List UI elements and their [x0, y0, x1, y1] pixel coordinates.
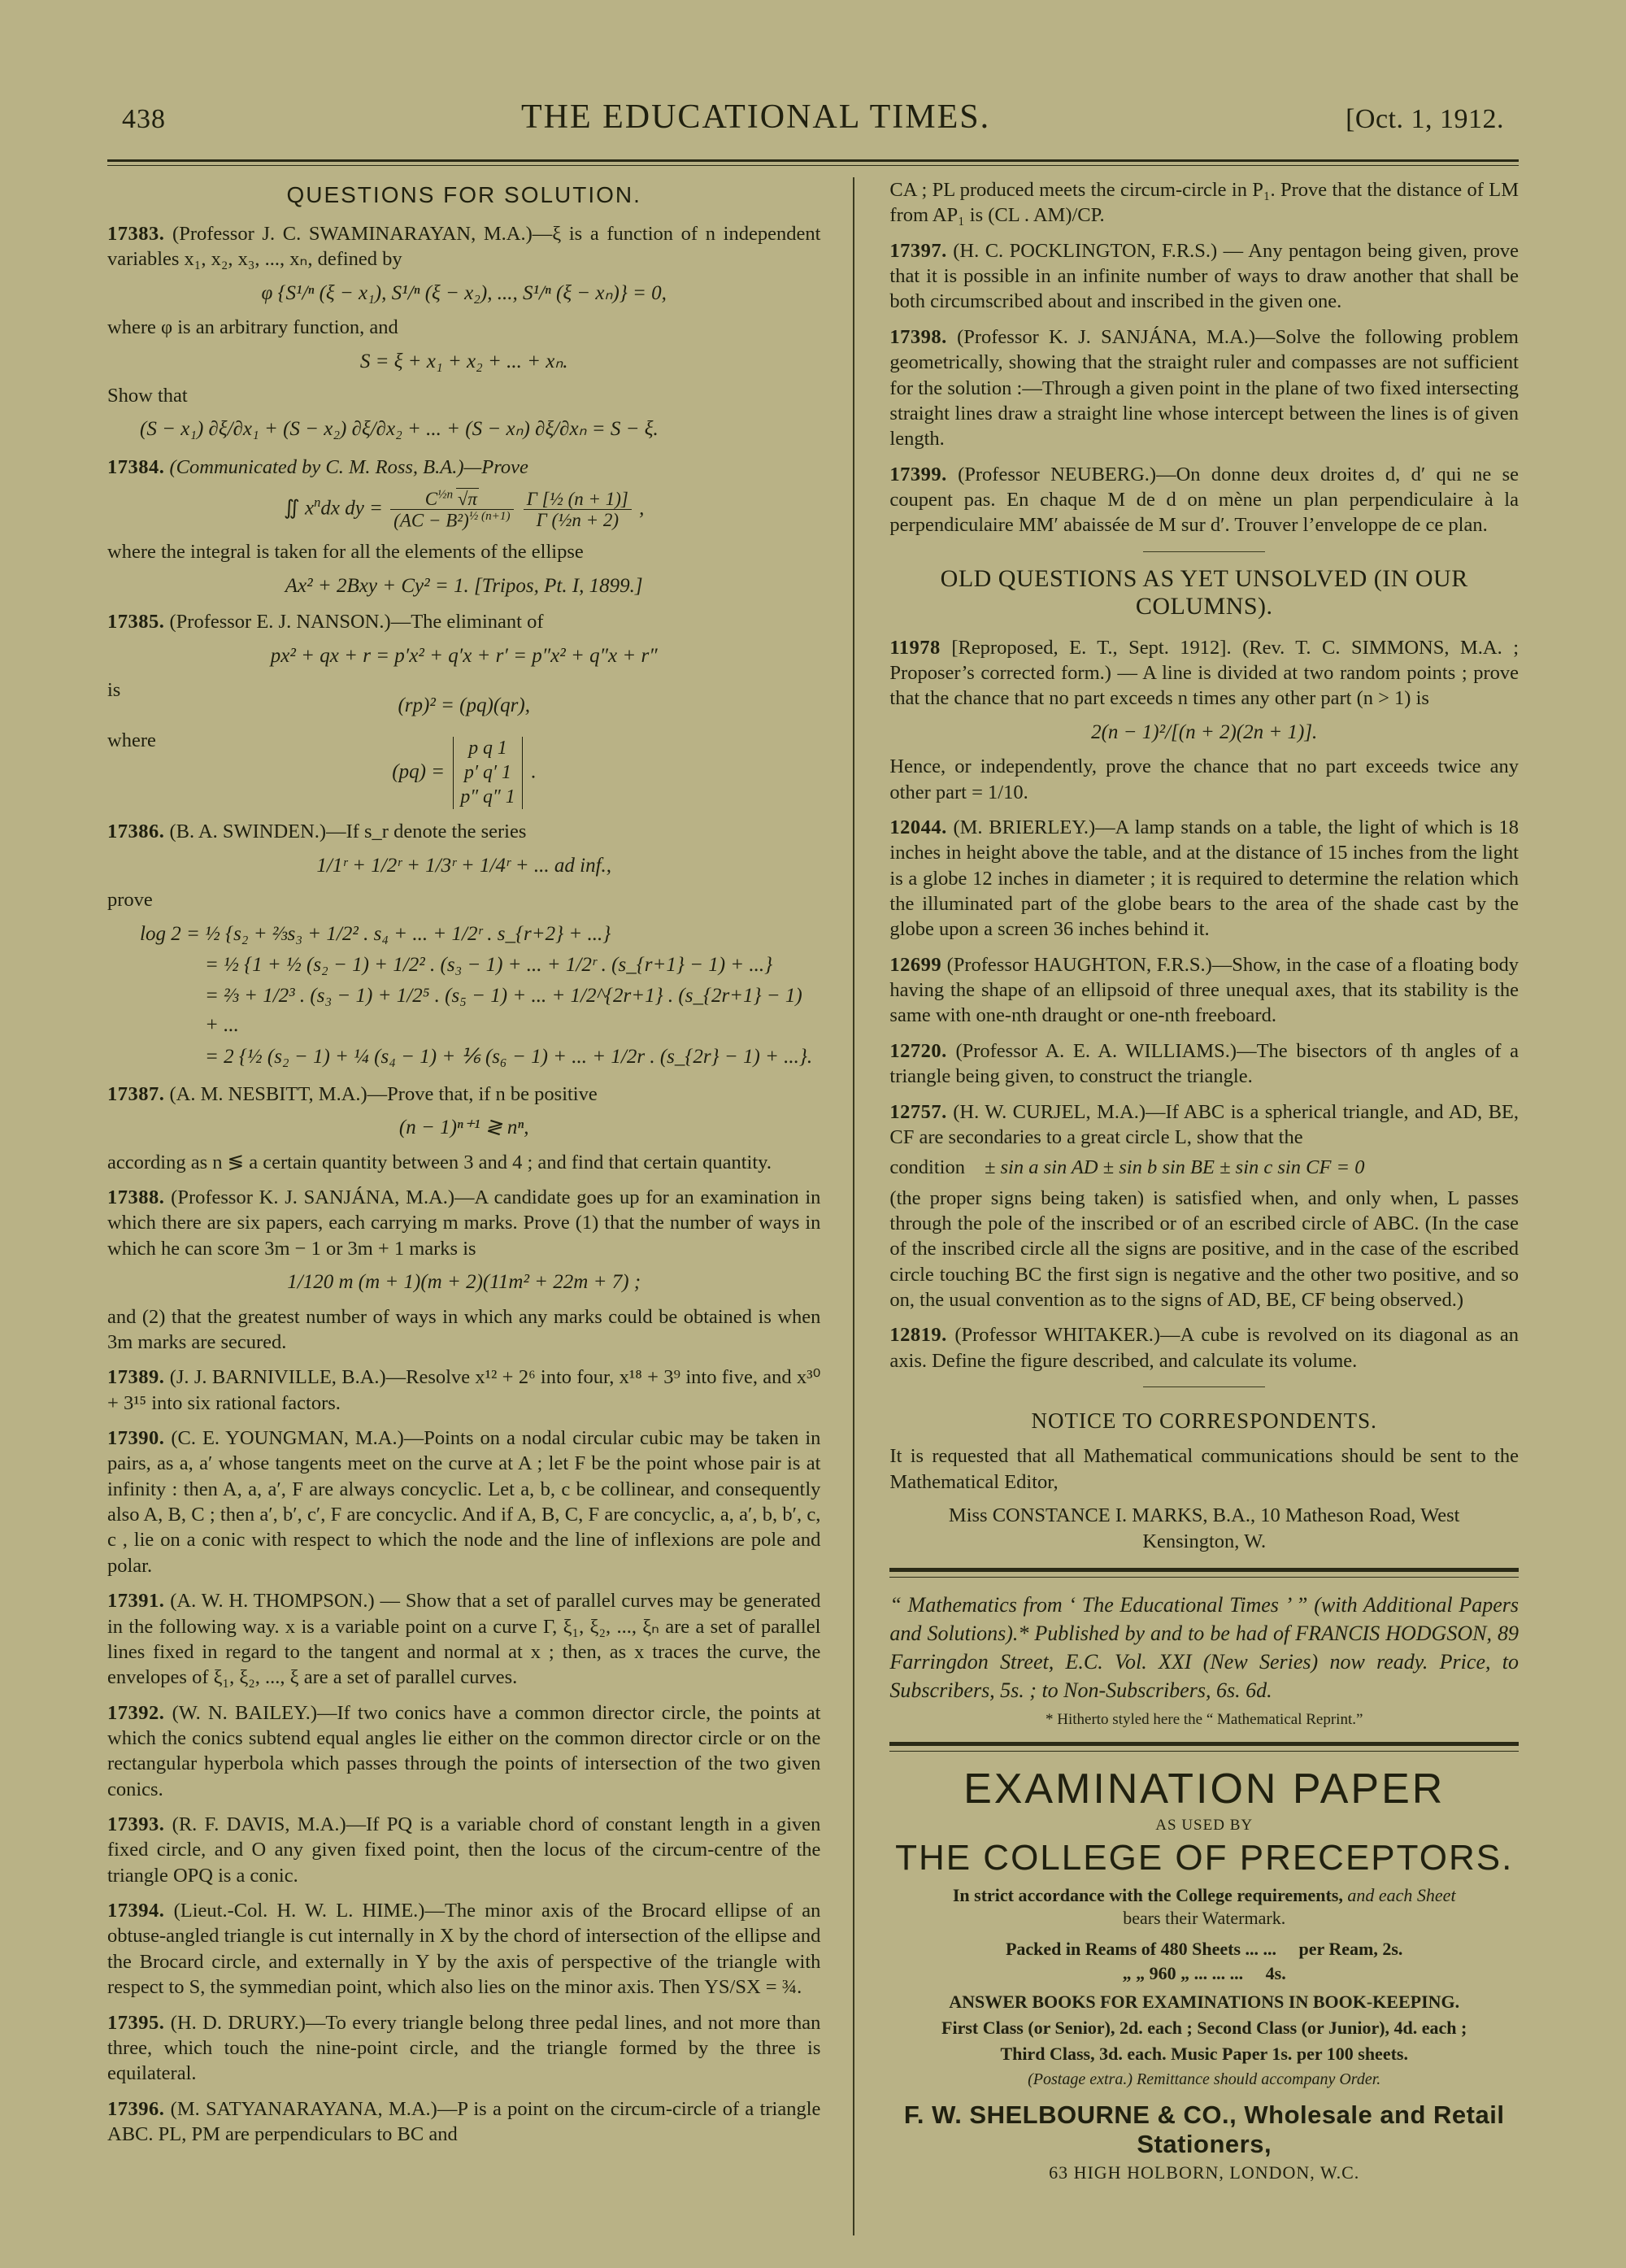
determinant: [453, 737, 522, 809]
question-text: (Communicated by C. M. Ross, B.A.)—Prove: [169, 455, 528, 478]
question-17387-after: according as n ≶ a certain quantity between 3 and 4 ; and find that certain quantity.: [107, 1151, 772, 1173]
answer-books-line-2: Third Class, 3d. each. Music Paper 1s. per 100 sheets.: [1000, 2043, 1408, 2064]
formula-17383-3: (S − x₁) ∂ξ/∂x₁ + (S − x₂) ∂ξ/∂x₂ + ... + (S − xₙ) ∂ξ/∂xₙ = S − ξ.: [140, 418, 659, 441]
question-text: (A. W. H. THOMPSON.) — Show that a set of parallel curves may be generated in the following way. x is a variable point on a curve Γ, ξ₁, ξ₂, ..., ξₙ are a set of parallel lines fixed in regard to the tangent and normal at x ; then, as x traces the curve, the envelopes of ξ₁, ξ₂, ..., ξ are a set of parallel curves.: [107, 1590, 821, 1689]
formula-17386-line4: = 2 {½ (s₂ − 1) + ¼ (s₄ − 1) + ⅙ (s₆ − 1) + ... + 1/2r . (s_{2r} − 1) + ...}.: [205, 1045, 813, 1068]
question-17388-after: and (2) that the greatest number of ways in which any marks could be obtained is when 3m marks are secured.: [107, 1305, 821, 1353]
formula-17383-1: φ {S¹/ⁿ (ξ − x₁), S¹/ⁿ (ξ − x₂), ..., S¹/ⁿ (ξ − xₙ)} = 0,: [261, 281, 667, 304]
exam-as-used-by: AS USED BY: [1155, 1816, 1254, 1834]
old-question-12044: [889, 815, 1519, 942]
formula-17384-after: Ax² + 2Bxy + Cy² = 1. [Tripos, Pt. I, 1899.]: [285, 574, 643, 597]
question-text: (Lieut.-Col. H. W. L. HIME.)—The minor axis of the Brocard ellipse of an obtuse-angled triangle is cut internally in X by the chord of intersection of the ellipse and the Brocard circle, and externally in Y by the axis of perspective of the triangle with respect to S, the symmedian point, which also lies on the minor axis. Then YS/SX = ¾.: [107, 1900, 821, 1999]
exam-packed-line-2: [889, 1961, 1519, 1986]
question-number: 12044.: [889, 816, 947, 838]
question-text: (Professor HAUGHTON, F.R.S.)—Show, in the case of a floating body having the shape of an ellipsoid of three unequal axes, that its stability is the same with one-nth draught or one-nth freeboard.: [889, 953, 1519, 1027]
formula-17386-line3: = ⅔ + 1/2³ . (s₃ − 1) + 1/2⁵ . (s₅ − 1) + ... + 1/2^{2r+1} . (s_{2r+1} − 1) + ...: [205, 985, 802, 1037]
question-number: 17395.: [107, 2011, 165, 2034]
book-advert-text: “ Mathematics from ‘ The Educational Times ’ ” (with Additional Papers and Solutions).* Published by and to be had of FRANCIS HODGSON, 89 Farringdon Street, E.C. Vol. XXI (New Series) now ready. Price, to Subscribers, 5s. ; to Non-Subscribers, 6s. 6d.: [889, 1592, 1519, 1702]
old-question-12757: [889, 1099, 1519, 1151]
header-rule: [107, 159, 1519, 162]
formula-17386-series: 1/1ʳ + 1/2ʳ + 1/3ʳ + 1/4ʳ + ... ad inf.,: [316, 854, 612, 877]
formula-17388: 1/120 m (m + 1)(m + 2)(11m² + 22m + 7) ;: [287, 1271, 641, 1294]
notice-separator: [1143, 1386, 1265, 1387]
question-number: 12819.: [889, 1324, 947, 1347]
question-text: (M. SATYANARAYANA, M.A.)—P is a point on the circum-circle of a triangle ABC. PL, PM are perpendiculars to BC and: [107, 2097, 821, 2145]
publication-title: THE EDUCATIONAL TIMES.: [520, 98, 991, 136]
answer-books-heading: ANSWER BOOKS FOR EXAMINATIONS IN BOOK-KEEPING.: [949, 1992, 1460, 2013]
question-number: 11978: [889, 636, 941, 659]
question-number: 17396.: [107, 2097, 165, 2120]
formula-17386-line1: log 2 = ½ {s₂ + ⅔s₃ + 1/2² . s₄ + ... + 1/2ʳ . s_{r+2} + ...}: [140, 922, 611, 945]
question-text: (J. J. BARNIVILLE, B.A.)—Resolve x¹² + 2⁶ into four, x¹⁸ + 3⁹ into five, and x³⁰ + 3¹⁵ into six rational factors.: [107, 1366, 821, 1414]
section-heading-questions: QUESTIONS FOR SOLUTION.: [286, 182, 641, 207]
old-question-12720: [889, 1038, 1519, 1090]
question-17391: [107, 1588, 820, 1690]
question-17383-mid2: Show that: [107, 385, 188, 407]
question-17385: [107, 609, 820, 634]
question-number: 17397.: [889, 239, 947, 262]
question-number: 17393.: [107, 1813, 165, 1836]
section-separator: [1143, 551, 1265, 552]
question-17393: [107, 1812, 820, 1888]
book-advert-footnote: * Hitherto styled here the “ Mathematical Reprint.”: [1045, 1710, 1363, 1728]
question-17396-continued: CA ; PL produced meets the circum-circle in P₁. Prove that the distance of LM from AP₁ is (CL . AM)/CP.: [889, 179, 1519, 227]
old-question-12757-after: (the proper signs being taken) is satisfied when, and only when, L passes through the pole of the inscribed or of an escribed circle of ABC. (In the case of the inscribed circle all the signs are positive, and in the case of the escribed circle touching BC the first sign is negative and the other two positive, and so on, the usual convention as to the signs of AD, BE, CF being observed.): [889, 1186, 1519, 1312]
question-17396: [107, 2096, 820, 2148]
question-17392: [107, 1700, 820, 1802]
stationers-company-name: F. W. SHELBOURNE & CO., Wholesale and Retail Stationers,: [903, 2100, 1505, 2159]
old-question-11978: [889, 635, 1519, 712]
label-is: is: [107, 679, 121, 702]
question-text: (C. E. YOUNGMAN, M.A.)—Points on a nodal circular cubic may be taken in pairs, as a, a′ whose tangents meet on the curve at A ; let F be the point whose pair is at infinity : then A, a, a′, F are always concyclic. Let a, b, c be collinear, and consequently also A, B, C ; then a′, b′, c′, F are concyclic. And if A, B, C, F are concyclic, a, a′, b, b′, c, c , lie on a conic with respect to which the node and the line of inflexions are pole and polar.: [107, 1427, 821, 1577]
question-text: (A. M. NESBITT, M.A.)—Prove that, if n be positive: [169, 1082, 598, 1105]
question-17388: [107, 1185, 820, 1261]
question-17399: [889, 462, 1519, 538]
question-number: 12757.: [889, 1100, 947, 1123]
question-text: (Professor J. C. SWAMINARAYAN, M.A.)—ξ is a function of n independent variables x₁, x₂, x₃, ..., xₙ, defined by: [107, 223, 821, 271]
exam-requirements-a: In strict accordance with the College requirements,: [952, 1884, 1343, 1905]
condition-label: [889, 1155, 1519, 1180]
exam-requirements-line: [889, 1885, 1519, 1906]
question-17389: [107, 1365, 820, 1416]
formula-17383-2: S = ξ + x₁ + x₂ + ... + xₙ.: [359, 350, 568, 372]
left-column: [107, 177, 841, 2235]
exam-packed-line-1: [889, 1937, 1519, 1961]
old-question-12819: [889, 1322, 1519, 1373]
question-17397: [889, 238, 1519, 315]
label-where: where: [107, 729, 156, 751]
question-17390: [107, 1426, 820, 1578]
stationers-address: 63 HIGH HOLBORN, LONDON, W.C.: [1049, 2162, 1360, 2183]
question-text: (Professor NEUBERG.)—On donne deux droites d, d′ qui ne se coupent pas. En chaque M de d on mène un plan perpendiculaire à la perpendiculaire MM′ abaissée de M sur d′. Trouver l’enveloppe de ce plan.: [889, 463, 1519, 537]
notice-heading: NOTICE TO CORRESPONDENTS.: [1031, 1408, 1377, 1434]
question-text: (M. BRIERLEY.)—A lamp stands on a table, the light of which is 18 inches in height above the table, and at the distance of 15 inches from the light is a globe 12 inches in diameter ; it is required to determine the relation which the illuminated part of the globe bears to the area of the shade cast by the globe upon a screen 36 inches behind it.: [889, 816, 1519, 941]
exam-paper-headline: EXAMINATION PAPER: [963, 1765, 1446, 1813]
exam-requirements-b: and each Sheet: [1342, 1884, 1456, 1905]
column-divider: [853, 177, 857, 2235]
packed-price-2: 4s.: [1265, 1962, 1286, 1983]
question-number: 12699: [889, 953, 942, 976]
question-number: 17384.: [107, 455, 165, 478]
packed-label-2: „ „ 960 „ ... ... ...: [1122, 1962, 1244, 1983]
answer-books-line-1: First Class (or Senior), 2d. each ; Second Class (or Junior), 4d. each ;: [941, 2018, 1467, 2038]
question-number: 17390.: [107, 1427, 165, 1449]
question-number: 17391.: [107, 1590, 165, 1613]
advert-top-rule-thin: [889, 1577, 1519, 1578]
formula-17387: (n − 1)ⁿ⁺¹ ≷ nⁿ,: [398, 1117, 529, 1139]
question-text: (H. C. POCKLINGTON, F.R.S.) — Any pentagon being given, prove that it is possible in an infinite number of ways to draw another that shall be both circumscribed about and inscribed in the given one.: [889, 239, 1519, 313]
question-text: (Professor K. J. SANJÁNA, M.A.)—Solve the following problem geometrically, showing that the straight ruler and compasses are not sufficient for the solution :—Through a given point in the plane of two fixed intersecting straight lines draw a straight line whose intercept between the lines is of given length.: [889, 325, 1519, 451]
question-17395: [107, 2010, 820, 2087]
question-text: (B. A. SWINDEN.)—If s_r denote the series: [169, 821, 527, 843]
formula-17385-1: px² + qx + r = p′x² + q′x + r′ = p″x² + q″x + r″: [270, 644, 658, 667]
det-row: p′ q′ 1: [464, 761, 511, 783]
question-17384: [107, 455, 820, 480]
question-text: (H. D. DRURY.)—To every triangle belong three pedal lines, and not more than three, which touch the nine-point circle, and the triangle formed by the three is equilateral.: [107, 2011, 821, 2085]
question-text: [Reproposed, E. T., Sept. 1912]. (Rev. T. C. SIMMONS, M.A. ; Proposer’s corrected form.) — A line is divided at two random points ; prove that the chance that no part exceeds n times any other part (n > 1) is: [889, 636, 1519, 710]
formula-17385-2: (rp)² = (pq)(qr),: [398, 694, 530, 717]
question-text: (Professor E. J. NANSON.)—The eliminant of: [169, 611, 544, 633]
question-text: (Professor WHITAKER.)—A cube is revolved on its diagonal as an axis. Define the figure described, and calculate its volume.: [889, 1324, 1519, 1372]
two-column-body: [107, 177, 1519, 2235]
formula-17386-line2: = ½ {1 + ½ (s₂ − 1) + 1/2² . (s₃ − 1) + ... + 1/2ʳ . (s_{r+1} − 1) + ...}: [205, 953, 773, 976]
question-text: (W. N. BAILEY.)—If two conics have a common director circle, the points at which the conics subtend equal angles lie either on the common director circle or on the rectangular hyperbola which passes through the points of intersection of the two given conics.: [107, 1701, 821, 1800]
label-prove: prove: [107, 889, 153, 912]
question-text: (Professor A. E. A. WILLIAMS.)—The bisectors of th angles of a triangle being given, to construct the triangle.: [889, 1039, 1519, 1088]
question-number: 17389.: [107, 1366, 165, 1389]
exam-advert-top-rule-thin: [889, 1751, 1519, 1752]
exam-watermark-line: bears their Watermark.: [1123, 1907, 1286, 1928]
formula-17385-3: [107, 737, 820, 809]
question-17383: [107, 221, 820, 272]
question-17384-after: where the integral is taken for all the elements of the ellipse: [107, 541, 584, 564]
postage-note: (Postage extra.) Remittance should accompany Order.: [1028, 2070, 1381, 2089]
question-17387: [107, 1082, 820, 1107]
det-row: p″ q″ 1: [460, 786, 515, 808]
editor-address-line-2: Kensington, W.: [1142, 1530, 1267, 1552]
exam-college-name: THE COLLEGE OF PRECEPTORS.: [895, 1837, 1514, 1878]
det-row: p q 1: [468, 738, 507, 760]
section-heading-old-questions: OLD QUESTIONS AS YET UNSOLVED (IN OUR COLUMNS).: [940, 564, 1468, 620]
question-17386: [107, 819, 820, 844]
question-text: (H. W. CURJEL, M.A.)—If ABC is a spherical triangle, and AD, BE, CF are secondaries to a great circle L, show that the: [889, 1100, 1519, 1148]
editor-address-line-1: Miss CONSTANCE I. MARKS, B.A., 10 Matheson Road, West: [948, 1504, 1460, 1526]
advert-top-rule: [889, 1568, 1519, 1572]
packed-price-1: per Ream, 2s.: [1298, 1938, 1403, 1959]
question-number: 17394.: [107, 1900, 165, 1922]
question-number: 17383.: [107, 223, 165, 245]
notice-body: It is requested that all Mathematical communications should be sent to the Mathematical Editor,: [889, 1445, 1519, 1493]
header-rule-thin: [107, 165, 1519, 166]
question-number: 17386.: [107, 821, 165, 843]
right-column: [868, 177, 1519, 2235]
running-head: [122, 98, 1504, 137]
question-number: 12720.: [889, 1039, 947, 1062]
question-number: 17398.: [889, 325, 947, 348]
question-number: 17388.: [107, 1186, 165, 1208]
determinant-lhs: (pq) =: [392, 760, 450, 783]
question-number: 17392.: [107, 1701, 165, 1724]
question-text: (Professor K. J. SANJÁNA, M.A.)—A candidate goes up for an examination in which there are six papers, each carrying m marks. Prove (1) that the number of ways in which he can score 3m − 1 or 3m + 1 marks is: [107, 1186, 821, 1260]
packed-label-1: Packed in Reams of 480 Sheets ... ...: [1005, 1938, 1277, 1959]
question-17398: [889, 324, 1519, 452]
question-number: 17387.: [107, 1082, 165, 1105]
formula-11978: 2(n − 1)²/[(n + 2)(2n + 1)].: [1091, 720, 1318, 743]
old-question-11978-after: Hence, or independently, prove the chance that no part exceeds twice any other part = 1/10.: [889, 755, 1519, 803]
formula-17384: ∬ $x^ndx$ dy = $\frac{C^{\frac{1}{2}n} √\pi}{(AC - B^2)^{\frac{1}{2} (n+1)}}$ $\frac{\text{Γ [½ (n + 1)]}}{\text{Γ (½n + 2)}}$ ,: [284, 487, 645, 531]
page-folio: 438: [122, 104, 166, 134]
det-tail: .: [530, 760, 537, 783]
question-17383-mid: where φ is an arbitrary function, and: [107, 316, 398, 339]
question-number: 17399.: [889, 463, 947, 485]
question-17394: [107, 1898, 820, 2000]
old-question-12699: [889, 952, 1519, 1029]
exam-advert-top-rule: [889, 1742, 1519, 1746]
condition-word: condition: [889, 1156, 965, 1179]
question-text: (R. F. DAVIS, M.A.)—If PQ is a variable chord of constant length in a given fixed circle, and O any given fixed point, then the locus of the circum-centre of the triangle OPQ is a conic.: [107, 1813, 821, 1887]
question-number: 17385.: [107, 611, 165, 633]
issue-date: [Oct. 1, 1912.: [1346, 104, 1504, 134]
formula-12757: ± sin a sin AD ± sin b sin BE ± sin c sin CF = 0: [984, 1156, 1365, 1179]
